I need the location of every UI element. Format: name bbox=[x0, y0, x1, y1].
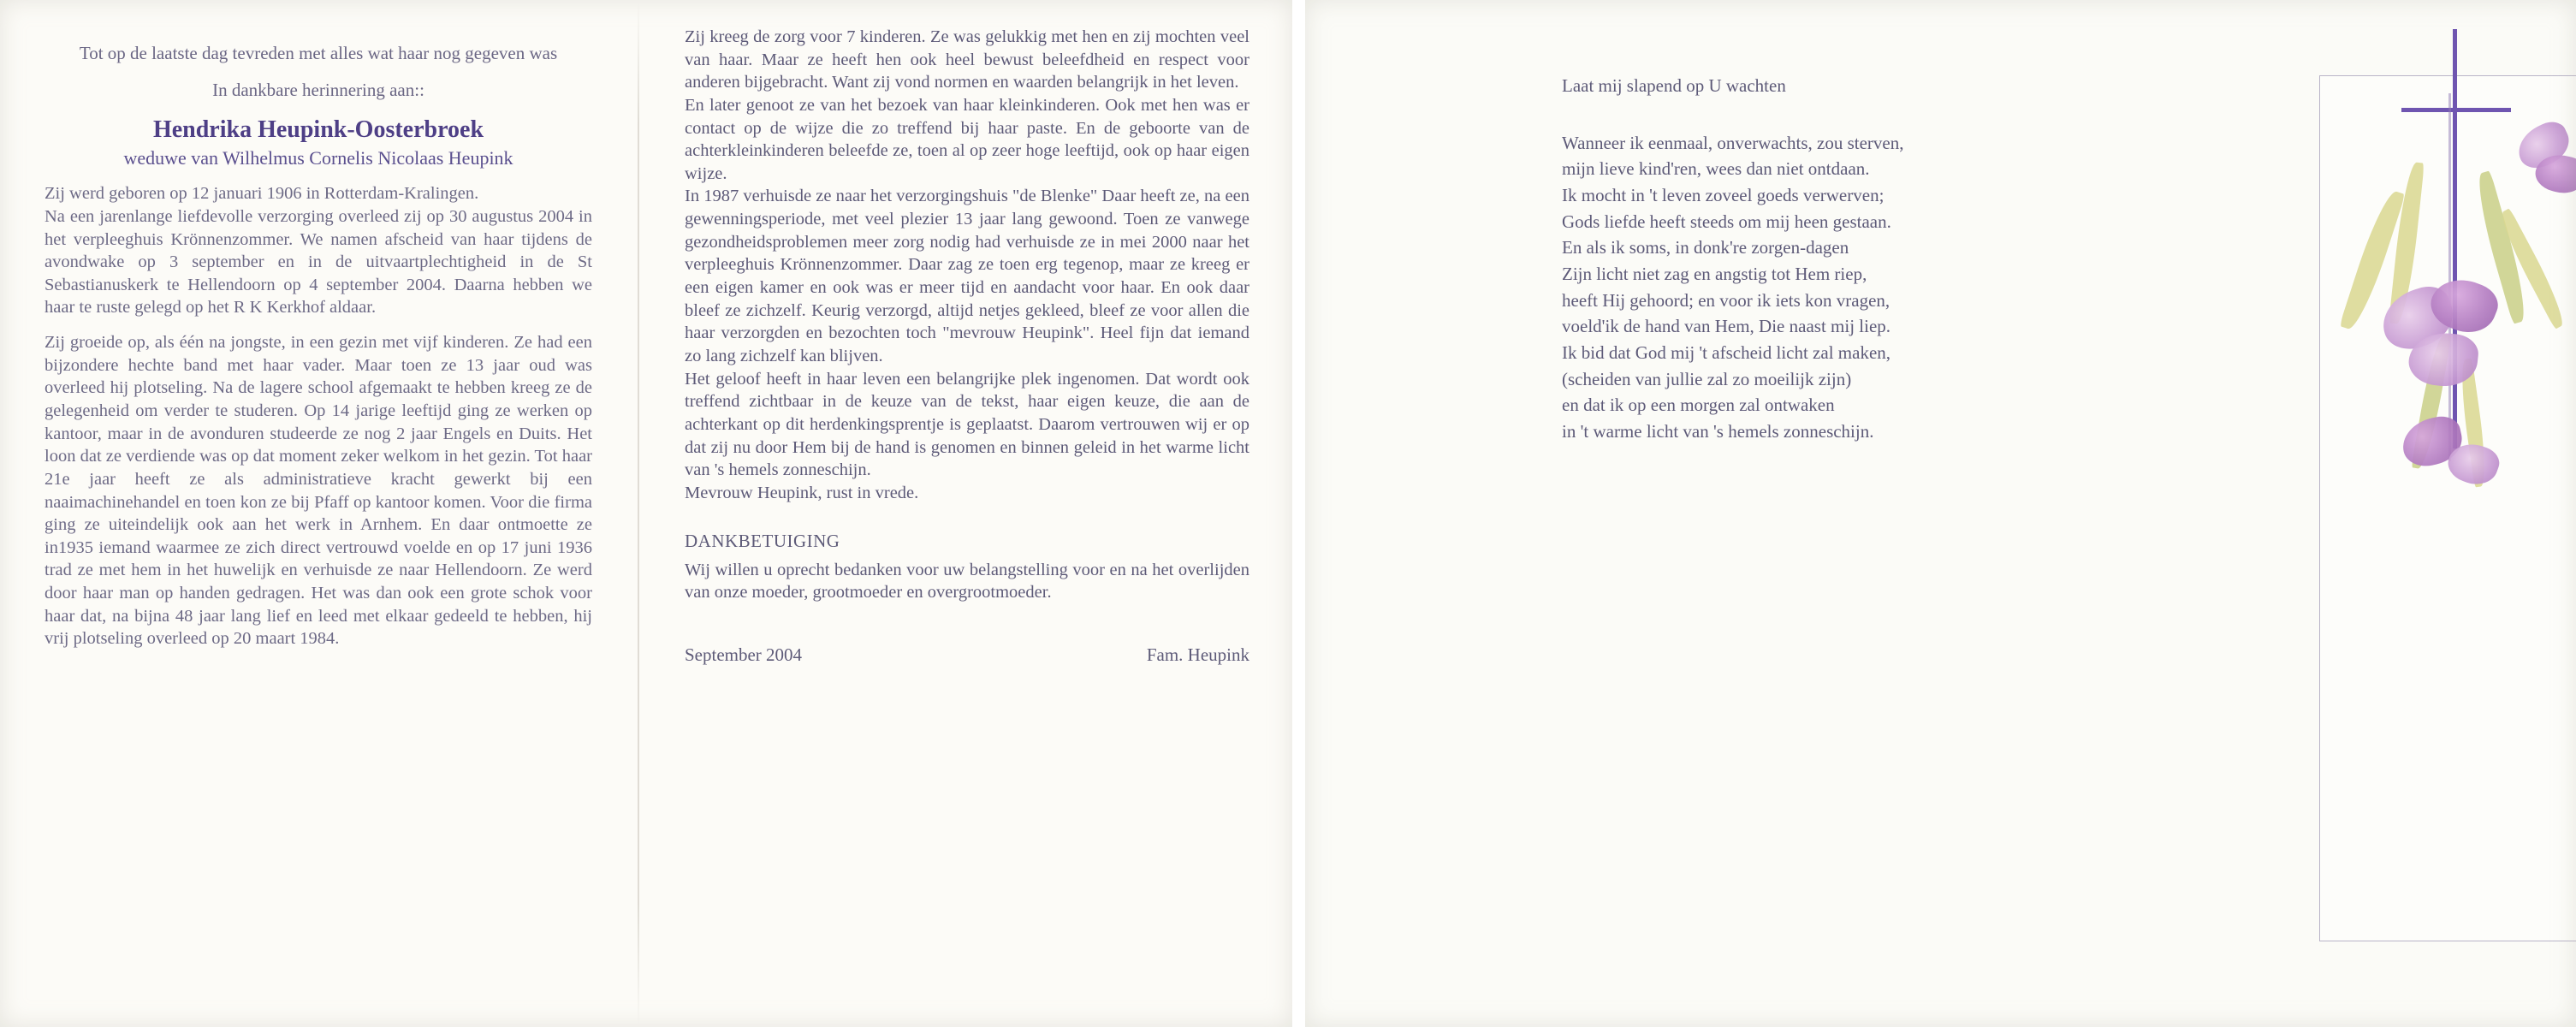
faith-paragraph: Het geloof heeft in haar leven een belangrijke plek ingenomen. Dat wordt ook treffend zichtbaar in de keuze van de tekst, haar eigen keuze, die aan de achterkant op dit herdenkingsprentje is geplaatst. Daarom vertrouwen wij er op dat zij nu door Hem bij de hand is genomen en binnen geleid in het warme licht van 's hemels zonneschijn. bbox=[685, 369, 1249, 480]
poem-line: Gods liefde heeft steeds om mij heen gestaan. bbox=[1562, 211, 1891, 232]
rest-in-peace-line: Mevrouw Heupink, rust in vrede. bbox=[685, 483, 919, 502]
deceased-name: Hendrika Heupink-Oosterbroek bbox=[152, 116, 484, 143]
family-signature: Fam. Heupink bbox=[1146, 644, 1249, 666]
poem-line: in 't warme licht van 's hemels zonneschijn. bbox=[1562, 420, 1874, 442]
grandchildren-paragraph: En later genoot ze van het bezoek van haar kleinkinderen. Ook met hen was er contact op de wijze die zo treffend bij haar paste. En de geboorte van de achterkleinkinderen beleefde ze, toen al op zeer hoge leeftijd, ook op haar eigen wijze. bbox=[685, 95, 1249, 183]
signature-row bbox=[685, 644, 1249, 667]
death-paragraph: Na een jarenlange liefdevolle verzorging overleed zij op 30 augustus 2004 in het verpleeghuis Krönnenzommer. We namen afscheid van haar tijdens de avondwake op 3 september en in de uitvaartplechtigheid in de St Sebastianuskerk te Hellendoorn op 4 september 2004. Daarna hebben we haar te ruste gelegd op het R K Kerkhof aldaar. bbox=[45, 206, 592, 318]
cross-icon bbox=[2453, 29, 2457, 448]
artwork-frame bbox=[2319, 75, 2576, 941]
poem-line: Ik mocht in 't leven zoveel goeds verwerven; bbox=[1562, 184, 1885, 205]
poem-line: Zijn licht niet zag en angstig tot Hem riep, bbox=[1562, 263, 1867, 284]
poem-line: en dat ik op een morgen zal ontwaken bbox=[1562, 395, 1835, 416]
poem-lead-line: Laat mij slapend op U wachten bbox=[1562, 75, 1786, 96]
life-story-paragraph: Zij groeide op, als één na jongste, in een gezin met vijf kinderen. Ze had een bijzondere hechte band met haar vader. Maar toen ze 13 jaar oud was overleed hij plotseling. Na de lagere school afgemaakt te hebben kreeg ze de gelegenheid om verder te studeren. Op 14 jarige leeftijd ging ze werken op kantoor, maar in de avonduren studeerde ze nog 2 jaar Engels en Duits. Het loon dat ze verdiende was op dat moment zeker welkom in het gezin. Tot haar 21e jaar heeft ze als administratieve kracht gewerkt bij een naaimachinehandel en toen kon ze bij Pfaff op kantoor komen. Voor die firma ging ze uiteindelijk ook aan het werk in Arnhem. En daar ontmoette ze in1935 iemand waarmee ze zich direct vertrouwd voelde en op 17 juni 1936 trad ze met hem in het huwelijk en verhuisde ze naar Hellendoorn. Ze werd door haar man op handen gedragen. Het was dan ook een grote schok voor haar dat, na bijna 48 jaar lang lief en leed met elkaar gedeeld te hebben, hij vrij plotseling overleed op 20 maart 1984. bbox=[45, 333, 592, 649]
left-card-column-two bbox=[685, 26, 1249, 667]
card-fold-line bbox=[638, 0, 639, 1027]
thanks-text: Wij willen u oprecht bedanken voor uw belangstelling voor en na het overlijden van onze moeder, grootmoeder en overgrootmoeder. bbox=[685, 560, 1249, 603]
poem-verse bbox=[1562, 130, 2041, 445]
cross-crossbar bbox=[2401, 108, 2511, 112]
right-card bbox=[1305, 0, 2576, 1027]
thanks-heading: DANKBETUIGING bbox=[685, 531, 840, 552]
in-memory-line: In dankbare herinnering aan:: bbox=[212, 80, 424, 101]
poem-line: Ik bid dat God mij 't afscheid licht zal maken, bbox=[1562, 341, 1891, 363]
poem-line: mijn lieve kind'ren, wees dan niet ontdaan. bbox=[1562, 158, 1870, 180]
care-home-paragraph: In 1987 verhuisde ze naar het verzorgingshuis "de Blenke" Daar heeft ze, na een gewenningsperiode, met veel plezier 13 jaar lang gewoond. Toen ze vanwege gezondheidsproblemen meer zorg nodig had verhuisde ze in mei 2000 naar het verpleeghuis Krönnenzommer. Daar zag ze toen erg tegenop, maar ze kreeg er een eigen kamer en ook was er meer tijd en aandacht voor haar. En ook daar bleef ze zichzelf. Keurig verzorgd, altijd netjes gekleed, bleef ze voor allen die haar verzorgden en bezochten toch "mevrouw Heupink". Heel fijn dat iemand zo lang zichzelf kan blijven. bbox=[685, 187, 1249, 365]
poem-line: En als ik soms, in donk're zorgen-dagen bbox=[1562, 237, 1849, 258]
opening-line: Tot op de laatste dag tevreden met alles wat haar nog gegeven was bbox=[79, 43, 558, 63]
poem-block bbox=[1562, 73, 2041, 445]
poem-line: Wanneer ik eenmaal, onverwachts, zou sterven, bbox=[1562, 132, 1904, 153]
children-paragraph: Zij kreeg de zorg voor 7 kinderen. Ze was gelukkig met hen en zij mochten veel van haar. Maar ze heeft hen ook heel bewust beleefdheid en respect voor anderen bijgebracht. Want zij vond normen en waarden belangrijk in het leven. bbox=[685, 27, 1249, 92]
left-card-column-one bbox=[45, 41, 592, 662]
flower-stem bbox=[2448, 93, 2451, 461]
spouse-line: weduwe van Wilhelmus Cornelis Nicolaas Heupink bbox=[123, 146, 513, 169]
poem-line: heeft Hij gehoord; en voor ik iets kon vragen, bbox=[1562, 289, 1890, 311]
poem-line: (scheiden van jullie zal zo moeilijk zijn) bbox=[1562, 368, 1852, 389]
card-date: September 2004 bbox=[685, 644, 803, 666]
scan-gap bbox=[1292, 0, 1305, 1027]
birth-paragraph: Zij werd geboren op 12 januari 1906 in Rotterdam-Kralingen. bbox=[45, 184, 479, 204]
poem-line: voeld'ik de hand van Hem, Die naast mij liep. bbox=[1562, 316, 1891, 337]
